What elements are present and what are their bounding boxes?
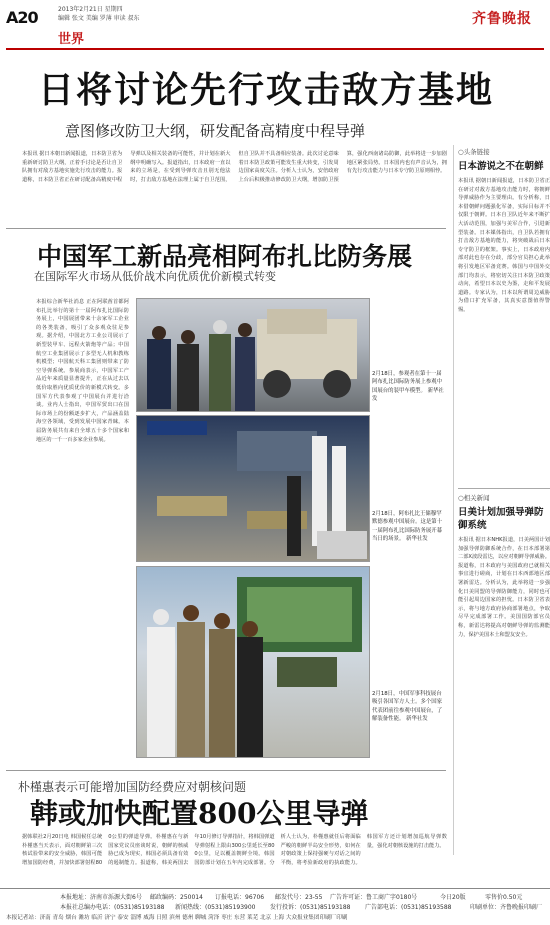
footer-printer: 印刷单位：齐鲁晚报印刷厂 [470,904,543,911]
footer-stations: 本报记者站：济南 青岛 烟台 潍坊 临沂 济宁 泰安 淄博 威海 日照 滨州 德州 聊城 菏泽 枣庄 东营 莱芜 北京 上海 大众报业集团印刷厂印刷 [6,915,348,921]
footer-page-count: 今日20版 [440,894,466,901]
footer-hotline: 新闻热线：(0531)85193900 [175,904,256,911]
divider [6,770,446,771]
sidebar-body-2: 本报讯 据日本NHK报道，日美两国计划加强导弹防御系统合作，在日本部署第二部X波段雷达，以应对朝鲜导弹威胁。报道称，日本政府与美国政府已就相关事宜进行磋商，计划在日本西部地区部署新雷达。分析认为，此举将进一步强化日美同盟的导弹防御能力，同时也可能引起周边国家的担忧。日本防卫省表示，将与地方政府协商部署地点，争取尽早完成部署工作。美国国防部官员称，新雷达将提高对朝鲜导弹的监测能力，保护美国本土和盟友安全。 [458,537,550,638]
photo-caption-1: 2月18日，参观者在第十一届阿布扎比国际防务展上参观中国展台的装甲车模型。 新华社发 [372,371,444,403]
photo-delegation [136,566,370,758]
photo-exhibition-hall-art [137,416,369,561]
sidebar-tag-1: ○头条链接 [458,148,490,156]
divider [6,228,446,229]
footer-ad-license: 广告许可证：鲁工商广字0180号 [330,894,418,901]
subhead-1: 意图修改防卫大纲，研发配备高精度中程导弹 [65,122,366,140]
photo-caption-2: 2月18日，阿布扎比王储穆罕默德参观中国展台。这是第十一届阿布扎比国际防务展开幕当日的场景。 新华社发 [372,511,443,543]
footer-complaint: 发行投诉：(0531)85193188 [270,904,351,911]
footer [0,888,550,925]
sidebar-title-2: 日美计划加强导弹防御系统 [458,507,544,531]
footer-postcode: 邮政编码：250014 [150,894,203,901]
story-3-body: 据韩联社2月20日电 韩国候任总统朴槿惠当天表示，面对朝鲜第三次核试验带来的安全威胁，韩国可能增加国防经费，并加快部署射程800公里的弹道导弹。朴槿惠在与新国家党议员座谈时说，朝鲜的核威胁已成为现实，韩国必须具备有效的遏制能力。报道称，韩美两国去年10月修订导弹指针，将韩国弹道导弹射程上限由300公里延长至800公里，足以覆盖朝鲜全境。韩国国防部计划在五年内完成部署。分析人士认为，朴槿惠就任后将面临严峻的朝鲜半岛安全形势，如何在对朝政策上保持强硬与对话之间的平衡，将考验新政府的执政能力。韩国军方还计划增加巡航导弹数量，强化对朝核设施的打击能力。 [22,834,447,866]
sidebar-body-1: 本报讯 据朝日新闻报道，日本防卫省正在研讨对敌方基地攻击能力时，将朝鲜导弹威胁作为主要理由。有分析称，日本借朝鲜问题强化军备，实际目标并不仅限于朝鲜。日本自卫队近年来不断扩大活动范围，加强与美军合作，引进新型装备。日本媒体指出，自卫队若拥有打击敌方基地的能力，将突破战后日本专守防卫的框架。事实上，日本政府内部对此也存在分歧，部分官员担心此举将引发地区军备竞赛。韩国与中国外交部门均表示，将密切关注日本防卫政策动向，希望日本以史为鉴，走和平发展道路。专家认为，日本以所谓周边威胁为借口扩充军备，其真实意图值得警惕。 [458,178,550,313]
footer-post-code: 邮发代号：23-55 [275,894,323,901]
photo-armored-vehicle [136,298,370,412]
footer-address: 本报地址：济南市泺源大街6号 [60,894,142,901]
subhead-3: 朴槿惠表示可能增加国防经费应对朝核问题 [18,780,247,794]
issue-editors: 编辑 张文 美编 罗薄 审读 叔东 [58,15,140,22]
story-2-body: 本报综合新华社消息 正在阿联酋首都阿布扎比举行的第十一届阿布扎比国际防务展上，中国展团带来十余家军工企业的各类装备，吸引了众多观众驻足参观。据介绍，中国北方工业公司展示了新型装甲车、远程火箭炮等产品；中国航空工业集团展示了多型无人机和教练机模型；中国航天科工集团则带来了防空导弹系统。参展商表示，中国军工产品近年来质量显著提升，正在从过去以低价取胜向优质优价的新模式转变。多国军方代表参观了中国展台并进行洽谈。业内人士指出，中国军贸出口在国际市场上的份额逐步扩大，产品涵盖陆海空各领域，受到发展中国家青睐。本届防务展共有来自全球五十多个国家和地区的一千一百多家企业参展。 [36,299,129,443]
sidebar-tag-2: ○相关新闻 [458,494,490,502]
sidebar-divider [458,488,550,489]
footer-subscribe: 订报电话：96706 [215,894,265,901]
headline-2: 中国军工新品亮相阿布扎比防务展 [37,242,413,271]
footer-office-phone: 本报社总编办电话：(0531)85193188 [60,904,165,911]
photo-armored-vehicle-art [137,299,369,411]
photo-delegation-art [137,567,369,757]
footer-price: 零售价0.50元 [485,894,523,901]
issue-date: 2013年2月21日 星期四 [58,6,123,13]
sidebar [453,145,550,855]
headline-1: 日将讨论先行攻击敌方基地 [38,69,495,111]
sidebar-title-1: 日本游说之不在朝鲜 [458,161,544,172]
photo-exhibition-hall [136,415,370,562]
story-1-body: 本报讯 据日本朝日新闻报道，日本防卫省为重新研讨防卫大纲，正着手讨论是否让自卫队拥有对敌方基地实施先行攻击的能力。报道称，日本防卫省正在研讨配备高精度中程导弹以及相关装备的可能性，并计划在新大纲中明确写入。报道指出，日本政府一直以来的立场是，在受到导弹攻击且别无他法时，打击敌方基地在法理上属于自卫范围，但自卫队并不具备相应装备。此次讨论意味着日本防卫政策可能发生重大转变，引发周边国家高度关注。分析人士认为，安倍政府上台后积极推动修改防卫大纲，增加防卫预算，强化西南诸岛防御，此举将进一步加剧地区紧张局势。日本国内也有声音认为，拥有先行攻击能力与日本专守防卫原则相悖。 [22,151,447,183]
photo-caption-3: 2月18日，中国军事科技展台吸引各国军方人士。多个国家代表团前往参观中国展台，了解装备性能。 新华社发 [372,691,443,723]
header-rule [6,48,544,50]
page-number: A20 [6,8,38,27]
issue-info [58,5,140,23]
section-title: 世界 [58,32,85,47]
footer-ad-phone: 广告部电话：(0531)85193588 [365,904,452,911]
headline-3: 韩或加快配置800公里导弹 [30,797,369,830]
subhead-2: 在国际军火市场从低价战术向优质优价新模式转变 [34,270,276,283]
newspaper-logo: 齐鲁晚报 [472,11,532,27]
